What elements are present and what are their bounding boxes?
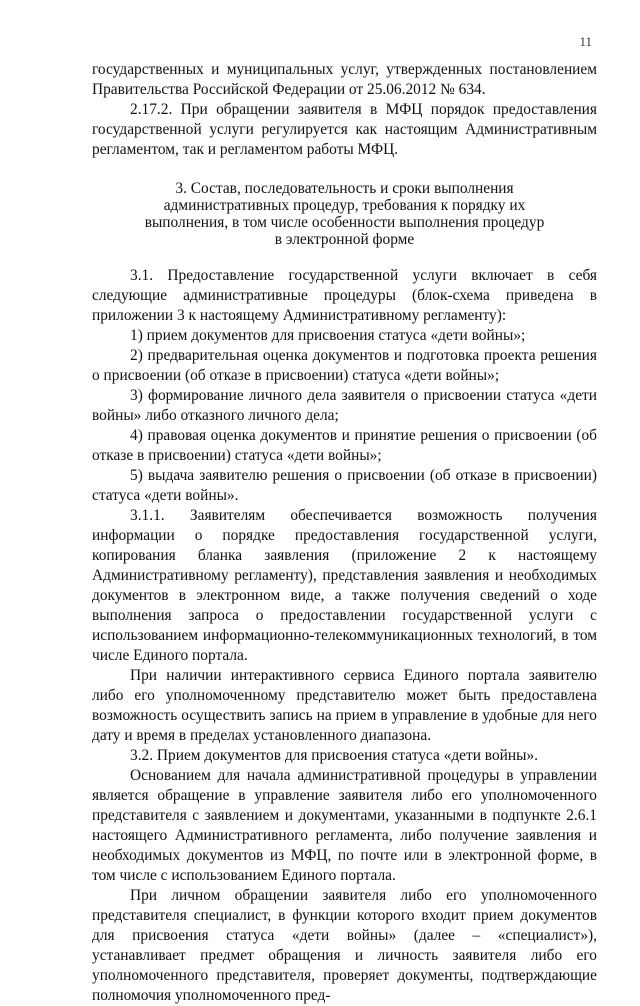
paragraph-interactive-service: При наличии интерактивного сервиса Единого портала заявителю либо его уполномоченному представителю может быть предоставлена возможность осуществить запись на прием в управление в удобные для него дату и время в пределах установленного диапазона. [92, 667, 597, 744]
paragraph-3-1: 3.1. Предоставление государственной услуги включает в себя следующие административные процедуры (блок-схема приведена в приложении 3 к настоящему Административному регламенту): [92, 267, 597, 324]
list-item-3: 3) формирование личного дела заявителя о присвоении статуса «дети войны» либо отказного личного дела; [92, 387, 597, 424]
list-item-4: 4) правовая оценка документов и принятие решения о присвоении (об отказе в присвоении) статуса «дети войны»; [92, 427, 597, 464]
section-heading: 3. Состав, последовательность и сроки выполнения административных процедур, требования к порядку их выполнения, в том числе особенности выполнения процедур в электронной форме [144, 180, 545, 248]
document-body [92, 60, 597, 1006]
paragraph-2-17-2: 2.17.2. При обращении заявителя в МФЦ порядок предоставления государственной услуги регулируется как настоящим Административным регламентом, так и регламентом работы МФЦ. [92, 101, 597, 158]
list-item-2: 2) предварительная оценка документов и подготовка проекта решения о присвоении (об отказе в присвоении) статуса «дети войны»; [92, 347, 597, 384]
paragraph-3-2: 3.2. Прием документов для присвоения статуса «дети войны». [130, 747, 539, 764]
list-item-1: 1) прием документов для присвоения статуса «дети войны»; [130, 327, 526, 344]
paragraph-continuation: государственных и муниципальных услуг, утвержденных постановлением Правительства Российской Федерации от 25.06.2012 № 634. [92, 61, 597, 98]
list-item-5: 5) выдача заявителю решения о присвоении (об отказе в присвоении) статуса «дети войны». [92, 467, 597, 504]
paragraph-personal-appeal: При личном обращении заявителя либо его уполномоченного представителя специалист, в функции которого входит прием документов для присвоения статуса «дети войны» (далее – «специалист»), устанавливает предмет обращения и личность заявителя либо его уполномоченного представителя, проверяет документы, подтверждающие полномочия уполномоченного пред- [92, 887, 597, 1004]
page-number: 11 [579, 34, 592, 49]
paragraph-basis: Основанием для начала административной процедуры в управлении является обращение в управление заявителя либо его уполномоченного представителя с заявлением и документами, указанными в подпункте 2.6.1 настоящего Административного регламента, либо получение заявления и необходимых документов из МФЦ, по почте или в электронной форме, в том числе с использованием Единого портала. [92, 767, 597, 884]
paragraph-3-1-1: 3.1.1. Заявителям обеспечивается возможность получения информации о порядке предоставления государственной услуги, копирования бланка заявления (приложение 2 к настоящему Административному регламенту), представления заявления и необходимых документов в электронном виде, а также получения сведений о ходе выполнения запроса о предоставлении государственной услуги с использованием информационно-телекоммуникационных технологий, в том числе Единого портала. [92, 507, 597, 664]
